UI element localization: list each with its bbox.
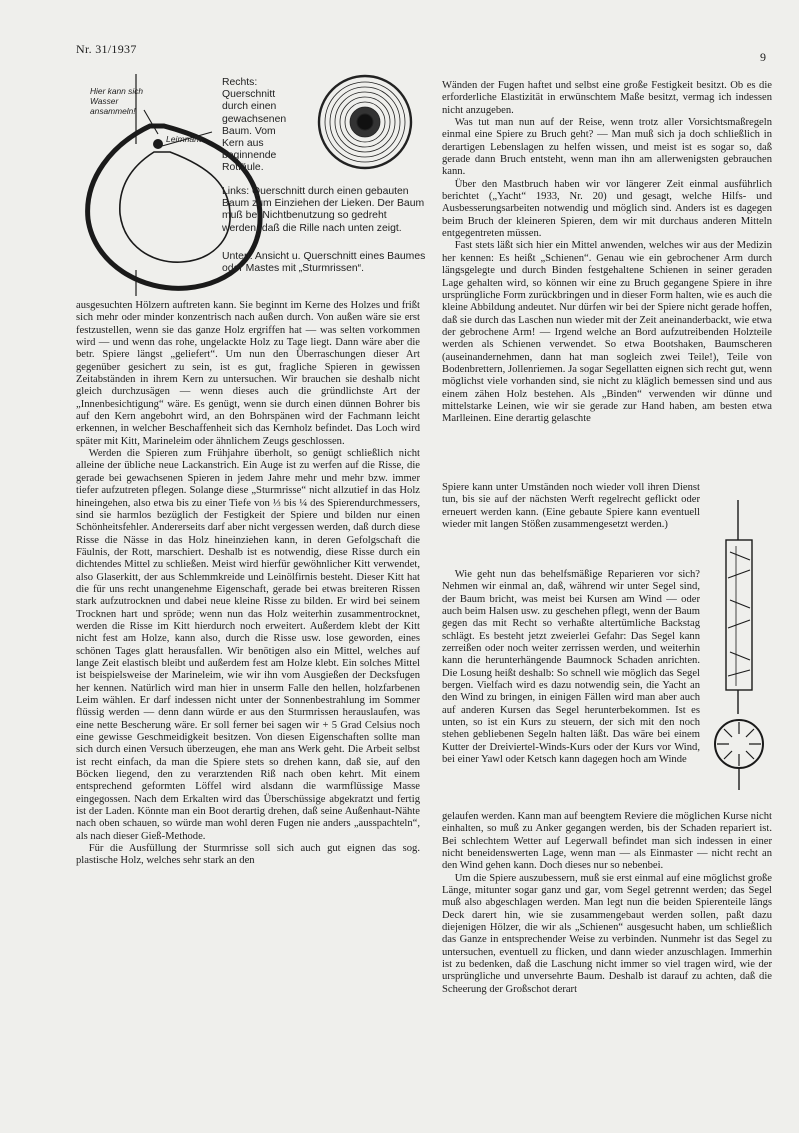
- paragraph: Für die Ausfüllung der Sturmrisse soll sich auch gut eignen das sog. plastische Holz, welches sehr stark an den: [76, 843, 420, 867]
- handwritten-note: Hier kann sich Wasser ansammeln!: [90, 86, 144, 116]
- page-number: 9: [760, 50, 766, 64]
- paragraph: Wie geht nun das behelfsmäßige Reparieren vor sich? Nehmen wir einmal an, daß, während wir unter Segel sind, der Baum bricht, was meist bei Kursen am Wind — oder auch beim Halsen usw. zu geschehen pflegt, wenn der Baum gegen das mit Recht so verhaßte altertümliche Backstag schlägt. Es besteht jetzt zweierlei Gefahr: Das Segel kann zerreißen oder noch weiter zerrissen werden, und weiterhin kann die herunterhängende Baumnock Schaden anrichten. Die Losung heißt deshalb: So schnell wie möglich das Segel bergen. Vielfach wird es dazu notwendig sein, die Yacht an den Wind zu bringen, in einigen Fällen wird man aber auch auf anderen Kursen das Segel herunterbekommen. Ist es unten, so ist ein Kurs zu steuern, der sich mit den noch stehen gebliebenen Segeln halten läßt. Das wäre bei einem Kutter der Dreiviertel-Winds-Kurs oder der Kurs vor Wind, bei einer Yawl oder Ketsch kann dagegen hoch am Winde: [442, 569, 700, 766]
- paragraph: ausgesuchten Hölzern auftreten kann. Sie beginnt im Kerne des Holzes und frißt sich mehr oder minder konzentrisch nach außen durch. Von außen wäre sie erst festzustellen, wenn sie das ganze Holz ergriffen hat — was selten vorkommen wird — und wenn das rohe, ungelackte Holz zu Tage liegt. Dann wäre aber die betr. Spiere längst „geliefert“. Um nun den Überraschungen dieser Art gegenüber gesichert zu sein, ist es gut, fragliche Spieren in gewissen Zeitabständen in ihrem Kern zu untersuchen. Wir brauchen sie deshalb nicht gleich durchzusägen — wenn dieses auch die gründlichste Art der „Innenbesichtigung“ wäre. Es genügt, wenn sie durch einen dünnen Bohrer bis auf den Kern angebohrt wird, an den Bohrspänen wird der Fachmann leicht erkennen, in welcher Beschaffenheit sich das Kernholz befindet. Das Loch wird später mit Kitt, Marineleim oder ähnlichem Zeugs geschlossen.: [76, 300, 420, 447]
- paragraph: Werden die Spieren zum Frühjahre überholt, so genügt schließlich nicht alleine der übliche neue Lackanstrich. Ein Auge ist zu werfen auf die Risse, die gerade bei gewachsenen Spieren in jedem Jahre mehr und mehr bzw. immer tiefer aufzutreten pflegen. Solange diese „Sturmrisse“ nicht allzutief in das Holz hineingehen, also etwa bis zu einer Tiefe von ⅓ bis ¼ des Spierendurchmessers, sind sie harmlos bezüglich der Festigkeit der Spiere und bilden nur einen Schönheitsfehler. Andererseits darf aber nicht vergessen werden, daß durch diese Risse die Nässe in das Holz hineinziehen kann, in deren Gefolgschaft die Fäulnis, der Rott, marschiert. Deshalb ist es notwendig, diese Risse durch ein dichtendes Mittel zu schließen. Meist wird hierfür gewöhnlicher Kitt verwendet, also Glaserkitt, der aus Schlemmkreide und Leinölfirnis besteht. Dieser Kitt hat die für uns recht unangenehme Eigenschaft, gerade bei etwas breiteren Rissen stark aufzutrocknen und dabei neue kleine Risse zu bilden. Er wird bei seinem Trocknen hart und spröde; wenn nun das Holz weiterhin zusammentrocknet, werden die Risse im Kitt hierdurch noch erweitert. Außerdem klebt der Kitt nicht fest am Holze, kann also, durch die Risse usw. lose geworden, eines schönen Tages glatt herausfallen. Wir benötigen also ein Mittel, welches auf lange Zeit elastisch bleibt und außerdem fest am Holze klebt. Ein solches Mittel ist beispielsweise der Marineleim, wie wir ihn vom Ausgießen der Decksfugen her kennen. Natürlich wird man hier in unserm Falle den hellen, holzfarbenen Leim wählen. Er darf indessen nicht unter der Sonnenbestrahlung im Sommer flüssig werden — denn dann würde er aus den Sturmrissen herauslaufen, was eine nette Bescherung wäre. Er soll ferner bei sagen wir + 5 Grad Celsius noch eine gewisse Geschmeidigkeit besitzen. Von diesen Eigenschaften sollte man sich durch einen Versuch überzeugen, ehe man ans Werk geht. Die Arbeit selbst ist recht einfach, da man die Spiere stets so drehen kann, daß sie, auf den Böcken liegend, den zu verarztenden Riß nach oben kehrt. Mit einem entsprechend geformten Löffel wird alsdann die warmflüssige Masse eingegossen. Nach dem Erkalten wird das Überschüssige abgekratzt und fertig ist der Laden. Könnte man ein Boot derartig drehen, daß seine Außenhaut-Nähte nach oben schauen, so würde man wohl deren Fugen nie anders „ausspachteln“, als nach dieser Gieß-Methode.: [76, 448, 420, 842]
- handwritten-label: Leimnaht: [166, 134, 202, 144]
- paragraph: Fast stets läßt sich hier ein Mittel anwenden, welches wir aus der Medizin her kennen: Es heißt „Schienen“. Genau wie ein gebrochener Arm durch längsgelegte und durch Binden festgehaltene Schienen in seiner geraden Lage gehalten wird, so können wir eine zu Bruch gegangene Spiere in ihre ursprüngliche Form zurückbringen und in dieser Form halten, wie es auch die kleine Abbildung andeutet. Nur dürfen wir bei der Spiere nicht gerade hoffen, daß sie durch das Laschen nun wieder mit der Zeit aneinanderbackt, wie etwa der gebrochene Arm! — Irgend welche an Bord aufzutreibenden Holzteile werden als Schienen verwendet. So etwa Bootshaken, Baumscheren (auseinandernehmen, dann hat man sogleich zwei Teile!), Teile von Bodenbrettern, Jollenriemen. Ja sogar Segellatten eignen sich recht gut, wenn möglichst viele vorhanden sind, sie nicht zu kläglich bemessen sind und aus einem zähen Holz bestehen. Als „Binden“ verwenden wir dünne und mittelstarke Leinen, wie wir sie gerade zur Hand haben, am besten etwa Marlleinen. Eine derartig gelaschte: [442, 240, 772, 425]
- splinted-spar-figure: [706, 500, 772, 810]
- right-column-bottom: [442, 811, 772, 996]
- paragraph: Wänden der Fugen haftet und selbst eine große Festigkeit besitzt. Ob es die erforderliche Elastizität in erwünschtem Maße besitzt, vermag ich indessen nicht anzugeben.: [442, 80, 772, 116]
- caption-bottom: Unten: Ansicht u. Querschnitt eines Baumes oder Mastes mit „Sturmrissen“.: [222, 251, 426, 275]
- paragraph: Was tut man nun auf der Reise, wenn trotz aller Vorsichtsmaßregeln einmal eine Spiere zu Bruch geht? — Man muß sich ja doch schließlich in derartigen Lebenslagen zu helfen wissen, und meist ist es sogar so, daß gerade dann Bruch entsteht, wenn man ihn am allerwenigsten gebrauchen kann.: [442, 117, 772, 178]
- spar-view-icon: [726, 500, 752, 714]
- right-column-mid: [442, 569, 700, 767]
- storm-cracks-cross-section-icon: [715, 720, 763, 790]
- paragraph: Um die Spiere auszubessern, muß sie erst einmal auf eine möglichst große Länge, mitunter sogar ganz und gar, vom Segel getrennt werden; das Segel muß also abgeschlagen werden. Man legt nun die beiden Spierenteile längs Deck darert hin, wie sie zusammengebaut werden sollen, paßt dazu diejenigen Hölzer, die wir als „Schienen“ ausgesucht haben, um schließlich das Ganze in entsprechender Weise zu verbinden. Nunmehr ist das Segel zu untersuchen, eventuell zu flicken, und dann wieder anzuschlagen. Immerhin ist zu bedenken, daß die Laschung nicht immer so viel tragen wird, wie der ursprüngliche und unversehrte Baum. Deshalb ist darauf zu achten, daß die Scheerung der Großschot derart: [442, 872, 772, 995]
- grown-tree-cross-section-icon: [319, 76, 411, 168]
- caption-left: Links: Querschnitt durch einen gebauten Baum zum Einziehen der Lieken. Der Baum muß bei Nichtbenutzung so gedreht werden, daß die Rille nach unten zeigt.: [222, 186, 425, 234]
- issue-number: Nr. 31/1937: [76, 42, 137, 56]
- left-column: [76, 300, 420, 868]
- right-column-top: [442, 80, 772, 426]
- right-column-narrow: [442, 482, 700, 531]
- caption-right: Rechts: Querschnitt durch einen gewachsenen Baum. Vom Kern aus beginnende Rotfäule.: [222, 77, 287, 174]
- paragraph: Über den Mastbruch haben wir vor längerer Zeit einmal ausführlich berichtet („Yacht“ 1933, Nr. 20) und gesagt, welche Hilfs- und Ausbesserungsarbeiten notwendig und möglich sind. Anders ist es dagegen beim Bruch der kleineren Spieren, dem wir mit durchaus anderen Mitteln entgegentreten müssen.: [442, 178, 772, 240]
- paragraph: Spiere kann unter Umständen noch wieder voll ihren Dienst tun, bis sie auf der nächsten Werft regelrecht geflickt oder erneuert werden kann. (Eine gebaute Spiere kann eventuell wieder mit langen Stößen zusammengesetzt werden.): [442, 482, 700, 531]
- paragraph: gelaufen werden. Kann man auf beengtem Reviere die möglichen Kurse nicht einhalten, so muß zu Anker gegangen werden, bis der Schaden repariert ist. Bei schlechtem Wetter auf Legerwall befindet man sich indessen in einer nicht beneidenswerten Lage, wenn man — als Einmaster — nicht recht an den Wind gehen kann. Doch dieses nur so nebenbei.: [442, 811, 772, 872]
